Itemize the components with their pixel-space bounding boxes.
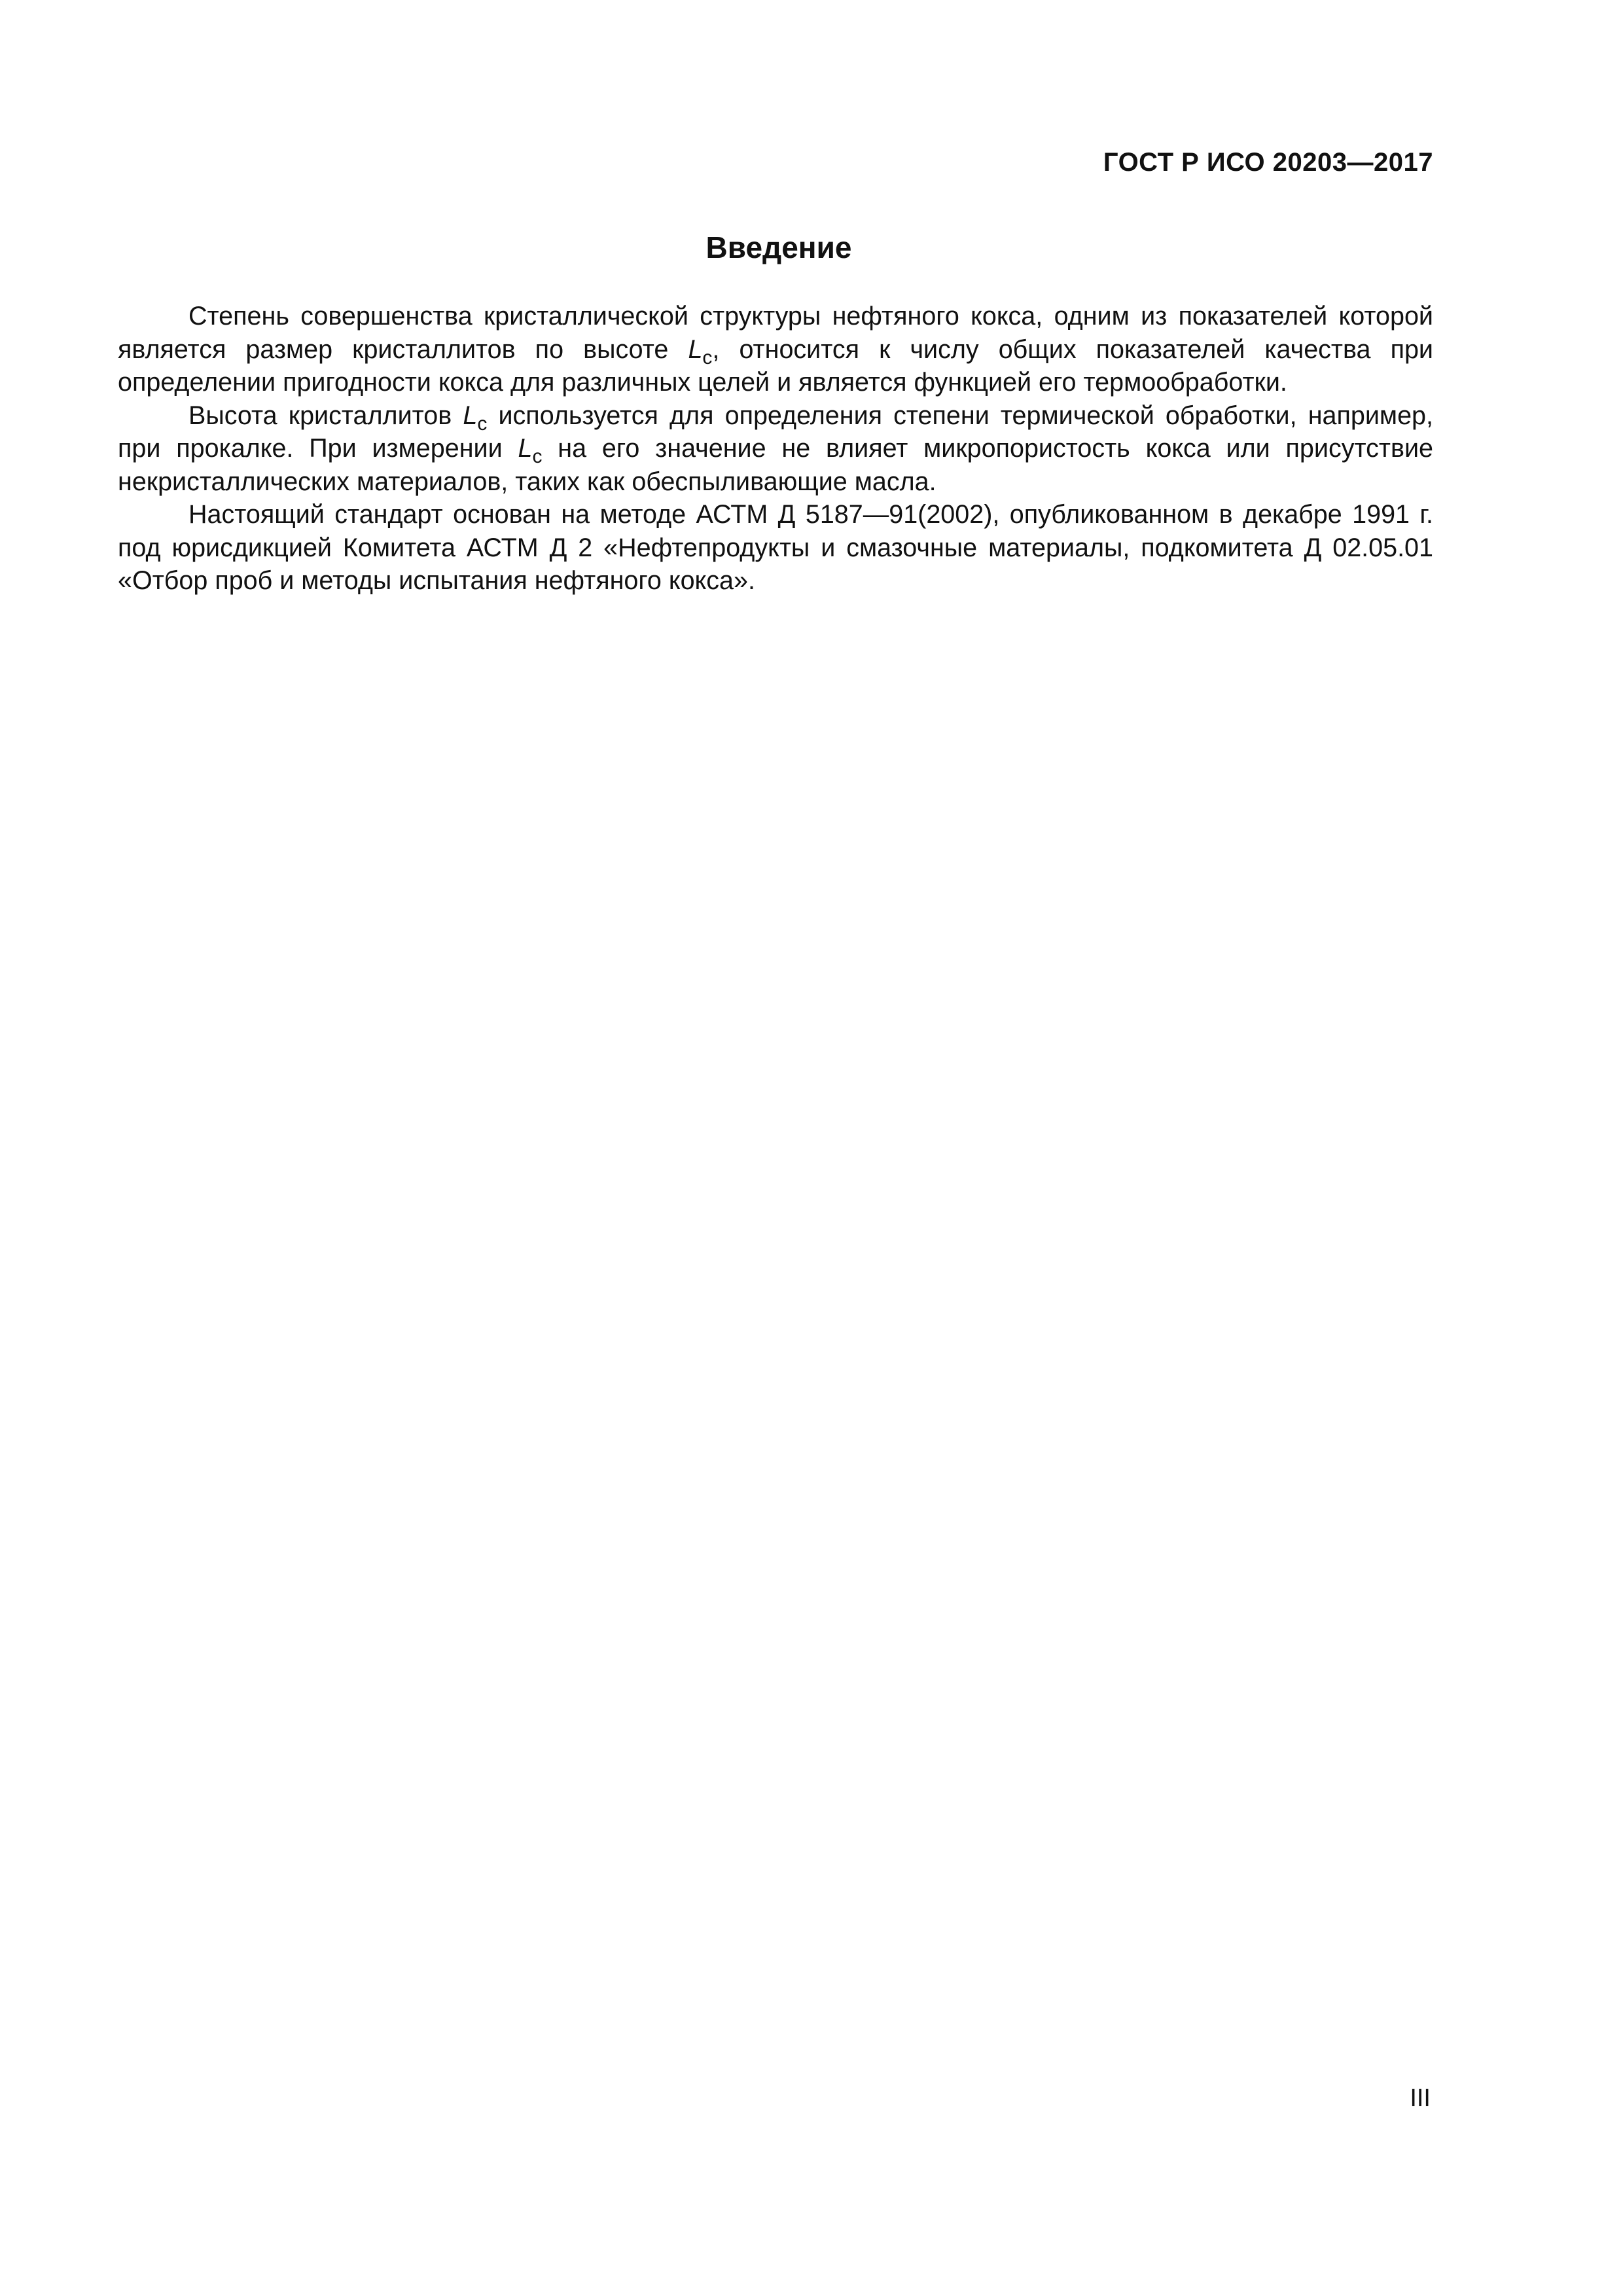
paragraph-1-text-start: Степень совершенства кристаллической структуры нефтяного кокса, одним из показателей которой является размер кристаллитов по высоте bbox=[118, 302, 1433, 364]
lc-symbol-letter: L bbox=[518, 434, 533, 463]
paragraph-2-text-middle: используется для определения степени термической обработки, например, при прокалке. При измерении bbox=[118, 401, 1433, 463]
paragraph-1-text-end: , относится к числу общих показателей качества при определении пригодности кокса для различных целей и является функцией его термообработки. bbox=[118, 334, 1433, 397]
lc-symbol-subscript: c bbox=[532, 446, 543, 467]
paragraph-2-text-end: на его значение не влияет микропористость кокса или присутствие некристаллических материалов, таких как обеспыливающие масла. bbox=[118, 434, 1433, 496]
lc-symbol bbox=[463, 401, 488, 435]
paragraph-2 bbox=[118, 399, 1433, 499]
document-code-header: ГОСТ Р ИСО 20203—2017 bbox=[1103, 148, 1433, 177]
paragraph-1 bbox=[118, 300, 1433, 399]
introduction-body bbox=[118, 300, 1433, 598]
paragraph-2-text-start: Высота кристаллитов bbox=[188, 401, 463, 430]
section-title: Введение bbox=[705, 230, 852, 264]
page-number: III bbox=[1410, 2085, 1431, 2112]
lc-symbol-letter: L bbox=[688, 334, 703, 364]
lc-symbol bbox=[688, 334, 713, 368]
lc-symbol bbox=[518, 434, 543, 467]
lc-symbol-subscript: c bbox=[477, 412, 488, 435]
paragraph-3: Настоящий стандарт основан на методе АСТМ Д 5187—91(2002), опубликованном в декабре 1991 г. под юрисдикцией Комитета АСТМ Д 2 «Нефтепродукты и смазочные материалы, подкомитета Д 02.05.01 «Отбор проб и методы испытания нефтяного кокса». bbox=[118, 500, 1433, 595]
lc-symbol-letter: L bbox=[463, 401, 478, 430]
lc-symbol-subscript: c bbox=[702, 346, 713, 368]
